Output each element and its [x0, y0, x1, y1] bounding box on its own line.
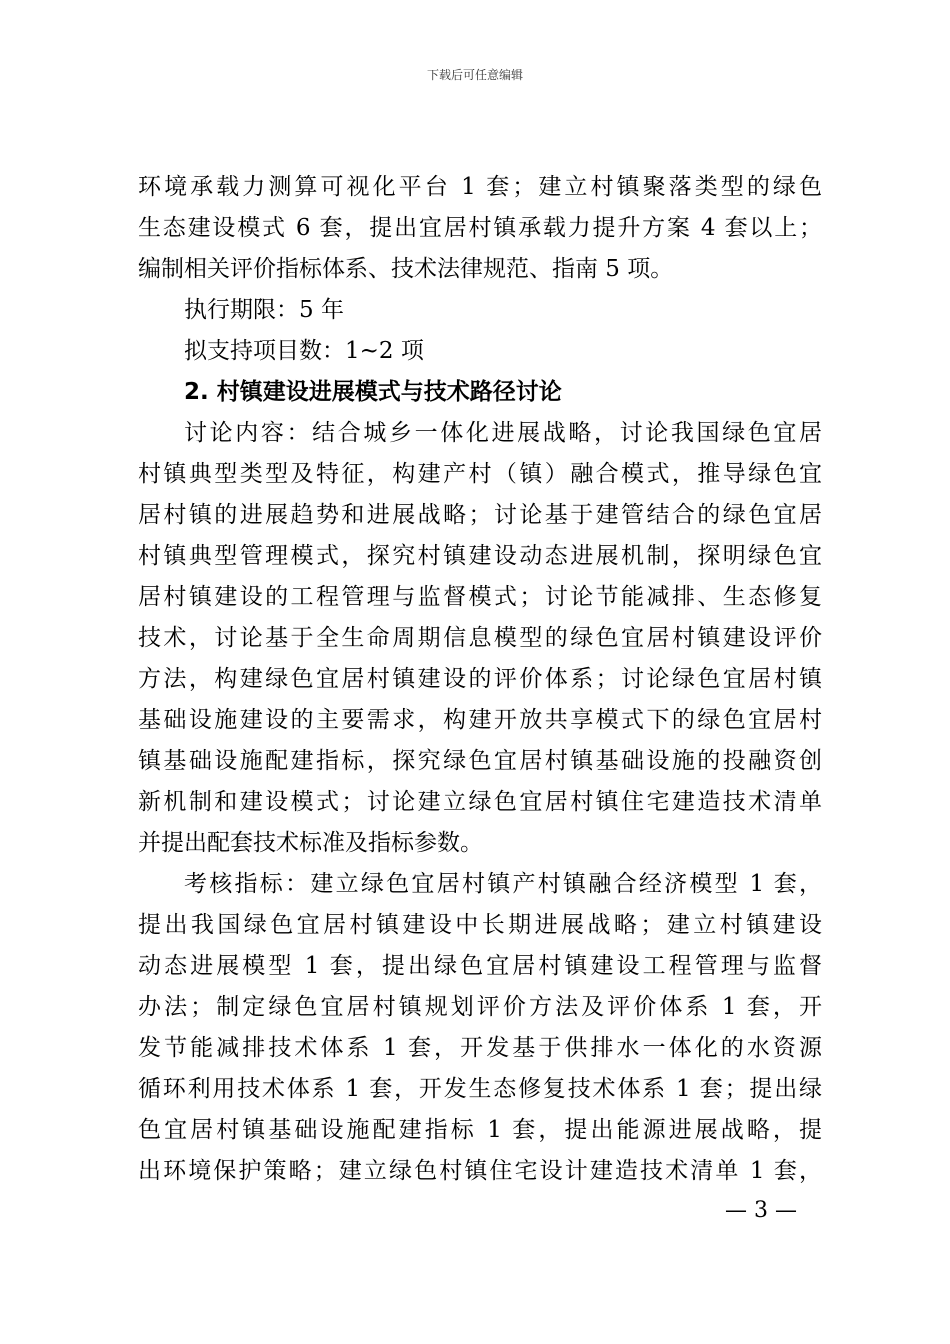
- text-line: 生态建设模式 6 套，提出宜居村镇承载力提升方案 4 套以上；: [138, 215, 822, 241]
- text-line: 居村镇建设的工程管理与监督模式；讨论节能减排、生态修复: [138, 584, 822, 610]
- text-line: 镇基础设施配建指标，探究绿色宜居村镇基础设施的投融资创: [138, 748, 822, 774]
- text-line: 居村镇的进展趋势和进展战略；讨论基于建管结合的绿色宜居: [138, 502, 822, 528]
- text-line: 提出我国绿色宜居村镇建设中长期进展战略；建立村镇建设: [138, 912, 822, 938]
- project-count: 拟支持项目数：1~2 项: [184, 338, 424, 364]
- header-note: 下载后可任意编辑: [426, 68, 523, 82]
- execution-period: 执行期限：5 年: [184, 297, 344, 323]
- text-line: 办法；制定绿色宜居村镇规划评价方法及评价体系 1 套，开: [138, 994, 822, 1020]
- page-number: — 3 —: [725, 1198, 797, 1223]
- text-line: 环境承载力测算可视化平台 1 套；建立村镇聚落类型的绿色: [138, 174, 822, 200]
- text-line: 村镇典型类型及特征，构建产村（镇）融合模式，推导绿色宜: [138, 461, 822, 487]
- text-line: 色宜居村镇基础设施配建指标 1 套，提出能源进展战略，提: [138, 1117, 822, 1143]
- text-line: 并提出配套技术标准及指标参数。: [138, 830, 483, 856]
- document-body: [138, 167, 822, 1192]
- text-line: 循环利用技术体系 1 套，开发生态修复技术体系 1 套；提出绿: [138, 1076, 822, 1102]
- text-line: 村镇典型管理模式，探究村镇建设动态进展机制，探明绿色宜: [138, 543, 822, 569]
- text-line: 技术，讨论基于全生命周期信息模型的绿色宜居村镇建设评价: [138, 625, 822, 651]
- text-line: 基础设施建设的主要需求，构建开放共享模式下的绿色宜居村: [138, 707, 822, 733]
- text-line: 编制相关评价指标体系、技术法律规范、指南 5 项。: [138, 256, 674, 282]
- text-line: 讨论内容：结合城乡一体化进展战略，讨论我国绿色宜居: [184, 420, 822, 446]
- text-line: 发节能减排技术体系 1 套，开发基于供排水一体化的水资源: [138, 1035, 822, 1061]
- text-line: 出环境保护策略；建立绿色村镇住宅设计建造技术清单 1 套，: [138, 1158, 822, 1184]
- text-line: 动态进展模型 1 套，提出绿色宜居村镇建设工程管理与监督: [138, 953, 822, 979]
- text-line: 新机制和建设模式；讨论建立绿色宜居村镇住宅建造技术清单: [138, 789, 822, 815]
- section-heading: 2. 村镇建设进展模式与技术路径讨论: [184, 379, 562, 405]
- text-line: 方法，构建绿色宜居村镇建设的评价体系；讨论绿色宜居村镇: [138, 666, 822, 692]
- text-line: 考核指标：建立绿色宜居村镇产村镇融合经济模型 1 套，: [184, 871, 822, 897]
